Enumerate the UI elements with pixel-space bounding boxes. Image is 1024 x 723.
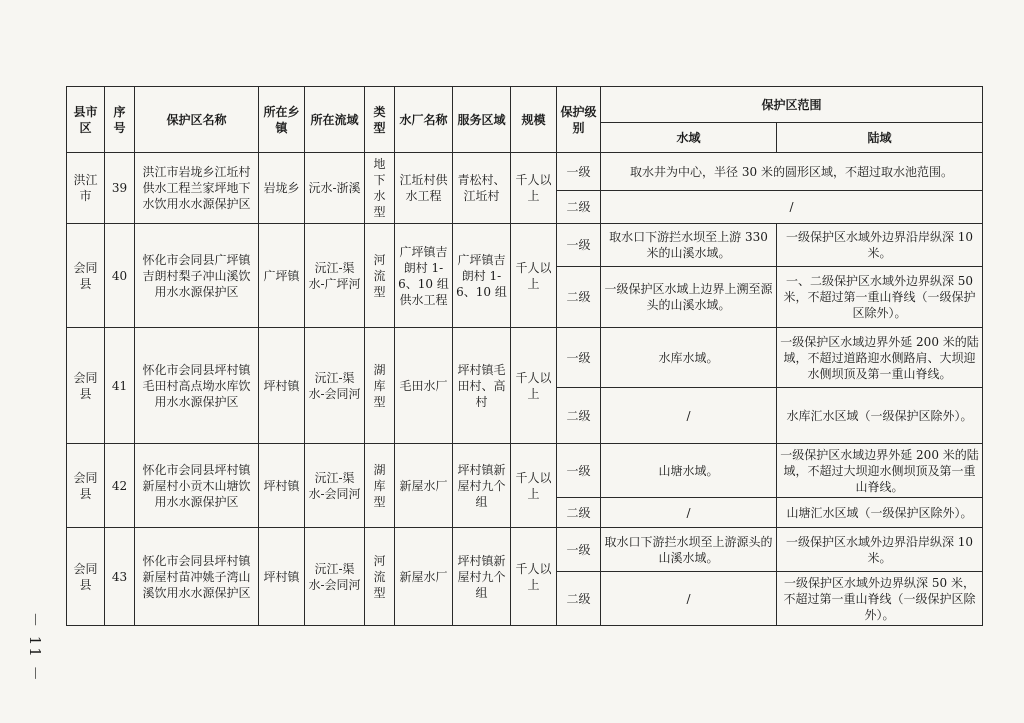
cell-range: 取水井为中心，半径 30 米的圆形区域，不超过取水池范围。 <box>601 153 983 191</box>
cell-water: / <box>601 572 777 626</box>
cell-water: / <box>601 388 777 444</box>
cell-scale: 千人以上 <box>511 444 557 528</box>
header-county: 县市区 <box>67 87 105 153</box>
cell-plant: 江坵村供水工程 <box>395 153 453 224</box>
table-row <box>67 153 983 191</box>
cell-scale: 千人以上 <box>511 224 557 328</box>
header-service: 服务区域 <box>453 87 511 153</box>
cell-level: 一级 <box>557 528 601 572</box>
cell-land: 水库汇水区域（一级保护区除外）。 <box>777 388 983 444</box>
cell-water: 取水口下游拦水坝至上游源头的山溪水域。 <box>601 528 777 572</box>
cell-service: 坪村镇新屋村九个组 <box>453 528 511 626</box>
table-row <box>67 328 983 388</box>
cell-land: 一、二级保护区水域外边界纵深 50 米，不超过第一重山脊线（一级保护区除外）。 <box>777 267 983 328</box>
cell-name: 怀化市会同县坪村镇毛田村高点坳水库饮用水水源保护区 <box>135 328 259 444</box>
cell-type: 河流型 <box>365 528 395 626</box>
cell-town: 坪村镇 <box>259 444 305 528</box>
cell-name: 怀化市会同县广坪镇吉朗村梨子冲山溪饮用水水源保护区 <box>135 224 259 328</box>
cell-plant: 新屋水厂 <box>395 444 453 528</box>
cell-county: 会同县 <box>67 444 105 528</box>
cell-basin: 沅江-渠水-会同河 <box>305 328 365 444</box>
header-water: 水域 <box>601 123 777 153</box>
cell-county: 会同县 <box>67 328 105 444</box>
cell-level: 二级 <box>557 388 601 444</box>
cell-serial: 39 <box>105 153 135 224</box>
cell-level: 二级 <box>557 498 601 528</box>
table-row <box>67 224 983 267</box>
cell-serial: 41 <box>105 328 135 444</box>
cell-plant: 广坪镇吉朗村 1-6、10 组供水工程 <box>395 224 453 328</box>
header-range: 保护区范围 <box>601 87 983 123</box>
cell-service: 坪村镇新屋村九个组 <box>453 444 511 528</box>
cell-land: 一级保护区水域边界外延 200 米的陆域，不超过大坝迎水侧坝顶及第一重山脊线。 <box>777 444 983 498</box>
cell-name: 洪江市岩垅乡江坵村供水工程兰家坪地下水饮用水水源保护区 <box>135 153 259 224</box>
cell-town: 岩垅乡 <box>259 153 305 224</box>
cell-service: 广坪镇吉朗村 1-6、10 组 <box>453 224 511 328</box>
cell-scale: 千人以上 <box>511 328 557 444</box>
cell-county: 会同县 <box>67 224 105 328</box>
cell-level: 二级 <box>557 572 601 626</box>
header-level: 保护级别 <box>557 87 601 153</box>
header-land: 陆域 <box>777 123 983 153</box>
cell-land: 一级保护区水域外边界沿岸纵深 10 米。 <box>777 528 983 572</box>
cell-serial: 43 <box>105 528 135 626</box>
cell-basin: 沅江-渠水-会同河 <box>305 528 365 626</box>
header-town: 所在乡镇 <box>259 87 305 153</box>
cell-county: 会同县 <box>67 528 105 626</box>
header-type: 类型 <box>365 87 395 153</box>
cell-county: 洪江市 <box>67 153 105 224</box>
cell-type: 地下水型 <box>365 153 395 224</box>
cell-range: / <box>601 191 983 224</box>
cell-plant: 新屋水厂 <box>395 528 453 626</box>
header-plant: 水厂名称 <box>395 87 453 153</box>
header-name: 保护区名称 <box>135 87 259 153</box>
cell-water: / <box>601 498 777 528</box>
cell-town: 广坪镇 <box>259 224 305 328</box>
cell-basin: 沅水-浙溪 <box>305 153 365 224</box>
cell-level: 一级 <box>557 224 601 267</box>
cell-land: 一级保护区水域边界外延 200 米的陆域，不超过道路迎水侧路肩、大坝迎水侧坝顶及第一重山脊线。 <box>777 328 983 388</box>
cell-service: 青松村、江坵村 <box>453 153 511 224</box>
header-serial: 序号 <box>105 87 135 153</box>
header-scale: 规模 <box>511 87 557 153</box>
cell-land: 山塘汇水区域（一级保护区除外）。 <box>777 498 983 528</box>
cell-level: 二级 <box>557 267 601 328</box>
cell-basin: 沅江-渠水-会同河 <box>305 444 365 528</box>
cell-type: 湖库型 <box>365 328 395 444</box>
cell-name: 怀化市会同县坪村镇新屋村小贡木山塘饮用水水源保护区 <box>135 444 259 528</box>
cell-water: 水库水域。 <box>601 328 777 388</box>
cell-water: 一级保护区水域上边界上溯至源头的山溪水域。 <box>601 267 777 328</box>
header-basin: 所在流域 <box>305 87 365 153</box>
cell-serial: 40 <box>105 224 135 328</box>
cell-level: 一级 <box>557 328 601 388</box>
cell-town: 坪村镇 <box>259 328 305 444</box>
table-row <box>67 444 983 498</box>
cell-serial: 42 <box>105 444 135 528</box>
cell-land: 一级保护区水域外边界沿岸纵深 10 米。 <box>777 224 983 267</box>
cell-land: 一级保护区水域外边界纵深 50 米，不超过第一重山脊线（一级保护区除外）。 <box>777 572 983 626</box>
cell-water: 山塘水域。 <box>601 444 777 498</box>
cell-level: 一级 <box>557 153 601 191</box>
cell-scale: 千人以上 <box>511 528 557 626</box>
cell-town: 坪村镇 <box>259 528 305 626</box>
cell-type: 湖库型 <box>365 444 395 528</box>
protection-zone-table <box>66 86 983 626</box>
cell-service: 坪村镇毛田村、高村 <box>453 328 511 444</box>
cell-level: 二级 <box>557 191 601 224</box>
table-row <box>67 528 983 572</box>
cell-scale: 千人以上 <box>511 153 557 224</box>
header-row <box>67 87 983 123</box>
cell-type: 河流型 <box>365 224 395 328</box>
cell-water: 取水口下游拦水坝至上游 330 米的山溪水域。 <box>601 224 777 267</box>
cell-name: 怀化市会同县坪村镇新屋村苗冲姚子湾山溪饮用水水源保护区 <box>135 528 259 626</box>
cell-level: 一级 <box>557 444 601 498</box>
page-number: － 11 － <box>26 612 44 683</box>
cell-basin: 沅江-渠水-广坪河 <box>305 224 365 328</box>
cell-plant: 毛田水厂 <box>395 328 453 444</box>
